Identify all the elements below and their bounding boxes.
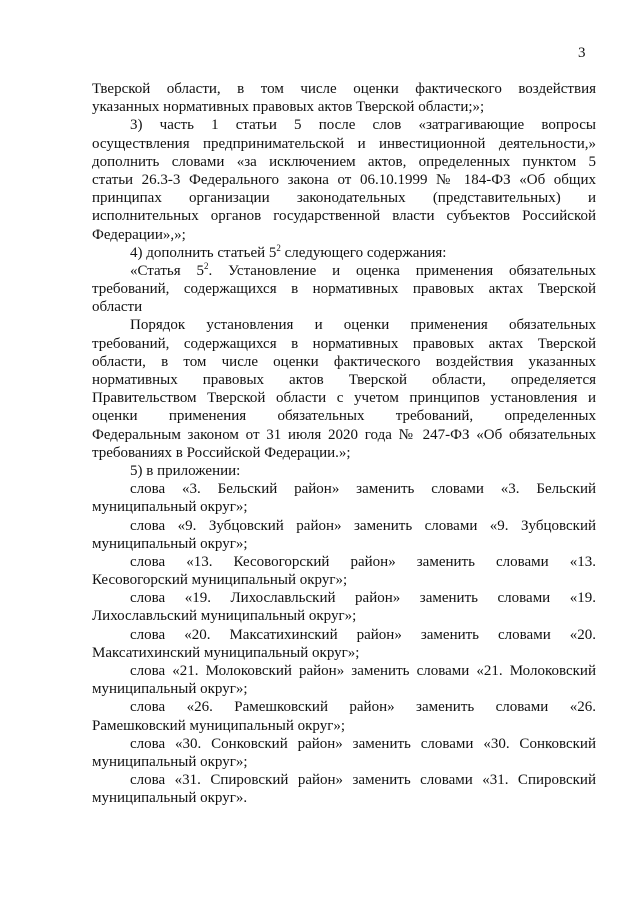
text-line-content: муниципальный округ». [92, 790, 248, 807]
text-line-content: Рамешковский муниципальный округ»; [92, 717, 346, 734]
text-line-content: 3) часть 1 статьи 5 после слов «затрагивающие вопросы [130, 117, 596, 134]
text-line-content: слова «30. Сонковский район» заменить словами «30. Сонковский [130, 735, 596, 752]
text-line-content: слова «9. Зубцовский район» заменить словами «9. Зубцовский [130, 517, 596, 534]
text-line [92, 98, 596, 116]
text-line-content: муниципальный округ»; [92, 753, 248, 770]
text-line-content: 5) в приложении: [130, 462, 241, 479]
text-line [92, 553, 596, 571]
text-line-content: оценки применения обязательных требований, определенных [92, 408, 596, 425]
text-line [92, 389, 596, 407]
page-number: 3 [578, 45, 586, 61]
text-line-content: Максатихинский муниципальный округ»; [92, 644, 360, 661]
text-line [92, 80, 596, 98]
text-line [92, 571, 596, 589]
text-line-content: Федеральным законом от 31 июля 2020 года № 247-ФЗ «Об обязательных [92, 426, 596, 443]
text-line [92, 462, 596, 480]
text-line [92, 735, 596, 753]
text-line [92, 353, 596, 371]
text-line [92, 316, 596, 334]
text-line [92, 644, 596, 662]
text-line [92, 626, 596, 644]
text-line [92, 607, 596, 625]
text-line [92, 280, 596, 298]
text-line-content: муниципальный округ»; [92, 535, 248, 552]
text-line [92, 753, 596, 771]
text-line [92, 589, 596, 607]
document-body [92, 80, 596, 808]
text-line-content: указанных нормативных правовых актов Тверской области;»; [92, 99, 485, 116]
text-line [92, 135, 596, 153]
text-line-content: Тверской области, в том числе оценки фактического воздействия [92, 81, 596, 97]
text-line-content: муниципальный округ»; [92, 681, 248, 698]
text-line-content: слова «3. Бельский район» заменить словами «3. Бельский [130, 481, 596, 498]
text-line-content: области, в том числе оценки фактического воздействия указанных [92, 353, 596, 370]
text-line-content: слова «31. Спировский район» заменить словами «31. Спировский [130, 772, 596, 789]
text-line-content: требований, содержащихся в нормативных правовых актах Тверской [92, 281, 596, 298]
text-line [92, 226, 596, 244]
text-line [92, 480, 596, 498]
text-line-content: требований, содержащихся в нормативных правовых актах Тверской [92, 335, 596, 352]
text-line [92, 444, 596, 462]
text-line [92, 407, 596, 425]
text-line-content: принципах организации законодательных (представительных) и [92, 190, 596, 207]
text-line [92, 680, 596, 698]
text-line [92, 789, 596, 807]
text-line-content: муниципальный округ»; [92, 499, 248, 516]
text-line [92, 189, 596, 207]
text-line [92, 171, 596, 189]
text-line-content: дополнить словами «за исключением актов, определенных пунктом 5 [92, 153, 596, 170]
text-line [92, 262, 596, 280]
text-line-continuation: следующего содержания: [280, 244, 447, 261]
text-line-content: 4) дополнить статьей 5 [130, 244, 277, 261]
text-line-content: слова «26. Рамешковский район» заменить словами «26. [130, 699, 596, 716]
text-line [92, 116, 596, 134]
text-line-content: Лихославльский муниципальный округ»; [92, 608, 357, 625]
text-line [92, 298, 596, 316]
text-line-content: Порядок установления и оценки применения обязательных [130, 317, 596, 334]
text-line [92, 426, 596, 444]
text-line-content: «Статья 5 [130, 262, 204, 279]
text-line [92, 335, 596, 353]
text-line-content: слова «20. Максатихинский район» заменить словами «20. [130, 626, 596, 643]
text-line-content: нормативных правовых актов Тверской области, определяется [92, 372, 596, 388]
text-line [92, 698, 596, 716]
text-line [92, 535, 596, 553]
text-line [92, 662, 596, 680]
text-line-content: слова «13. Кесовогорский район» заменить словами «13. [130, 553, 596, 570]
text-line-content: Правительством Тверской области с учетом принципов установления и [92, 390, 596, 407]
superscript: 2 [203, 260, 209, 271]
text-line [92, 371, 596, 389]
text-line [92, 498, 596, 516]
text-line-content: осуществления предпринимательской и инвестиционной деятельности,» [92, 135, 596, 152]
superscript: 2 [276, 242, 281, 253]
text-line [92, 244, 596, 262]
text-line [92, 207, 596, 225]
text-line-content: Федерации»,»; [92, 226, 186, 243]
text-line-content: исполнительных органов государственной власти субъектов Российской [92, 208, 596, 225]
text-line-content: Кесовогорский муниципальный округ»; [92, 572, 348, 589]
text-line-content: области [92, 299, 143, 316]
text-line [92, 517, 596, 535]
text-line-content: слова «19. Лихославльский район» заменить словами «19. [130, 590, 596, 607]
text-line [92, 717, 596, 735]
text-line-continuation: . Установление и оценка применения обязательных [208, 262, 596, 279]
text-line [92, 771, 596, 789]
text-line-content: требованиях в Российской Федерации.»; [92, 444, 351, 461]
text-line [92, 153, 596, 171]
text-line-content: статьи 26.3-3 Федерального закона от 06.10.1999 № 184-ФЗ «Об общих [92, 171, 596, 188]
text-line-content: слова «21. Молоковский район» заменить словами «21. Молоковский [130, 663, 596, 679]
